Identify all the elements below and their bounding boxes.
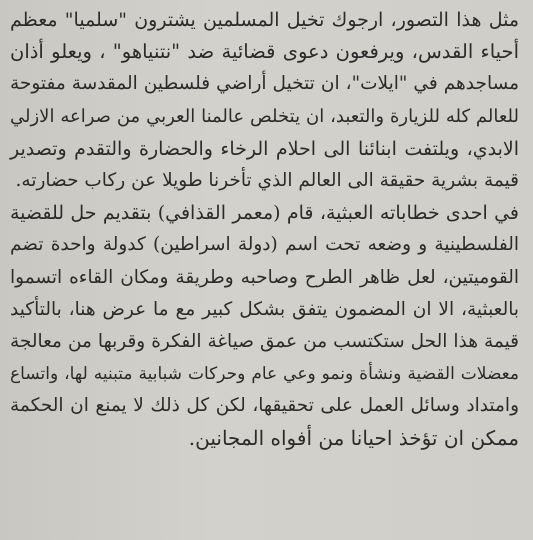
text-line: معضلات القضية ونشأة ونمو وعي عام وحركات شبابية متبنيه لها، واتساع [10, 364, 519, 385]
text-line: للعالم كله للزيارة والتعبد، ان يتخلص عالمنا العربي من صراعه الازلي [10, 105, 519, 127]
text-line: قيمة بشرية حقيقة الى العالم الذي تأخرنا طويلا عن ركاب حضارته. [15, 169, 519, 191]
text-line: قيمة هذا الحل ستكتسب من عمق صياغة الفكرة وقربها من معالجة [10, 330, 519, 352]
text-line: ممكن ان تؤخذ احيانا من أفواه المجانين. [188, 426, 519, 451]
text-line: وامتداد وسائل العمل على تحقيقها، لكن كل ذلك لا يمنع ان الحكمة [10, 395, 519, 417]
text-line: القوميتين، لعل ظاهر الطرح وصاحبه وطريقة ومكان القاءه اتسموا [10, 266, 519, 288]
text-line: أحياء القدس، ويرفعون دعوى قضائية ضد "نتنياهو" ، ويعلو أذان [10, 40, 519, 64]
paragraph-2 [10, 197, 519, 455]
text-line: مساجدهم في "ايلات"، ان تتخيل أراضي فلسطين المقدسة مفتوحة [10, 73, 519, 95]
text-line: الفلسطينية و وضعه تحت اسم (دولة اسراطين) كدولة واحدة تضم [10, 234, 519, 256]
text-line: في احدى خطاباته العبثية، قام (معمر القذافي) بتقديم حل للقضية [10, 202, 519, 225]
text-line: مثل هذا التصور، ارجوك تخيل المسلمين يشترون "سلميا" معظم [10, 9, 519, 31]
paragraph-1 [10, 4, 519, 197]
text-line: الابدي، ويلتفت ابنائنا الى احلام الرخاء والحضارة والتقدم وتصدير [10, 137, 519, 160]
text-line: بالعبثية، الا ان المضمون يتفق بشكل كبير مع ما عرض هنا، بالتأكيد [10, 298, 519, 320]
